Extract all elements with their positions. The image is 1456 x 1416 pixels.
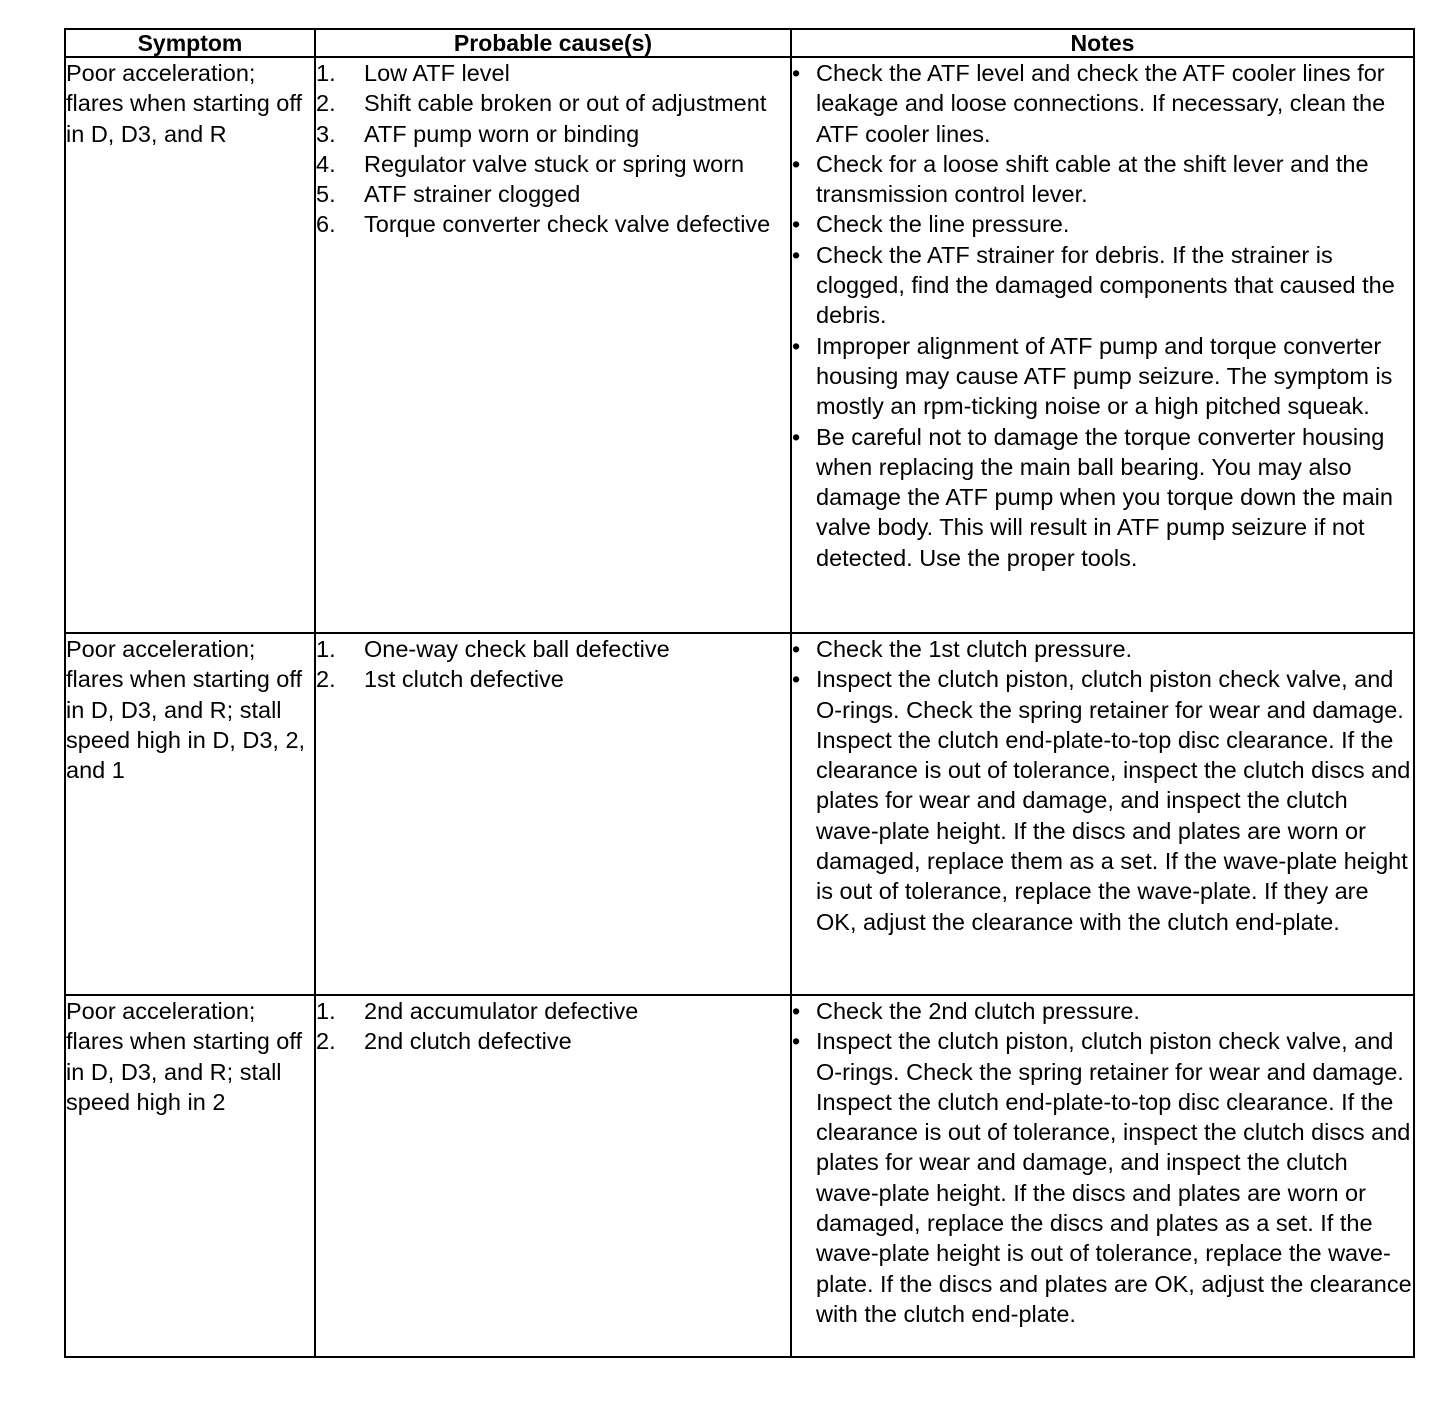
causes-cell bbox=[315, 633, 791, 995]
symptom-cell: Poor acceleration; flares when starting off in D, D3, and R; stall speed high in D, D3, 2, and 1 bbox=[65, 633, 315, 995]
bullet-icon: • bbox=[792, 60, 801, 86]
table-row bbox=[65, 995, 1414, 1357]
cause-number: 6. bbox=[316, 211, 336, 238]
header-symptom: Symptom bbox=[65, 29, 315, 57]
cause-number: 2. bbox=[316, 666, 336, 693]
cause-text: 2nd clutch defective bbox=[364, 1028, 572, 1055]
bullet-icon: • bbox=[792, 150, 801, 177]
header-notes: Notes bbox=[791, 29, 1414, 57]
bullet-icon: • bbox=[792, 211, 801, 238]
note-text: Check the line pressure. bbox=[816, 211, 1070, 238]
note-item bbox=[792, 664, 1413, 937]
cause-number: 5. bbox=[316, 181, 336, 208]
causes-cell bbox=[315, 57, 791, 633]
note-text: Check for a loose shift cable at the shift lever and the transmission control lever. bbox=[816, 150, 1369, 208]
note-text: Inspect the clutch piston, clutch piston check valve, and O-rings. Check the spring retainer for wear and damage. Inspect the clutch end-plate-to-top disc clearance. If the clearance is out of tolerance, inspect the clutch discs and plates for wear and damage, and inspect the clutch wave-plate height. If the discs and plates are worn or damaged, replace them as a set. If the wave-plate height is out of tolerance, replace the wave-plate. If they are OK, adjust the clearance with the clutch end-plate. bbox=[816, 666, 1411, 935]
note-item bbox=[792, 634, 1413, 664]
bullet-icon: • bbox=[792, 636, 801, 662]
bullet-icon: • bbox=[792, 998, 801, 1024]
cause-text: 1st clutch defective bbox=[364, 666, 564, 693]
cause-number: 2. bbox=[316, 1028, 336, 1055]
cause-item bbox=[316, 119, 790, 149]
causes-cell bbox=[315, 995, 791, 1357]
cause-number: 3. bbox=[316, 120, 336, 147]
cause-text: Regulator valve stuck or spring worn bbox=[364, 150, 745, 177]
cause-text: Torque converter check valve defective bbox=[364, 211, 771, 238]
note-item bbox=[792, 149, 1413, 210]
table-row bbox=[65, 57, 1414, 633]
cause-number: 1. bbox=[316, 60, 336, 86]
note-item bbox=[792, 996, 1413, 1026]
header-row bbox=[65, 29, 1414, 57]
cause-number: 2. bbox=[316, 90, 336, 117]
symptom-cell: Poor acceleration; flares when starting off in D, D3, and R bbox=[65, 57, 315, 633]
note-item bbox=[792, 1026, 1413, 1329]
bullet-icon: • bbox=[792, 666, 801, 693]
cause-item bbox=[316, 88, 790, 118]
note-text: Be careful not to damage the torque converter housing when replacing the main ball bearing. You may also damage the ATF pump when you torque down the main valve body. This will result in ATF pump seizure if not detected. Use the proper tools. bbox=[816, 423, 1393, 571]
notes-cell bbox=[791, 57, 1414, 633]
bullet-icon: • bbox=[792, 332, 801, 359]
note-item bbox=[792, 58, 1413, 149]
cause-text: Shift cable broken or out of adjustment bbox=[364, 90, 767, 117]
symptom-cell: Poor acceleration; flares when starting off in D, D3, and R; stall speed high in 2 bbox=[65, 995, 315, 1357]
bullet-icon: • bbox=[792, 1028, 801, 1055]
cause-item bbox=[316, 149, 790, 179]
table-row bbox=[65, 633, 1414, 995]
note-item bbox=[792, 422, 1413, 573]
cause-text: Low ATF level bbox=[364, 60, 510, 86]
note-item bbox=[792, 331, 1413, 422]
note-item bbox=[792, 240, 1413, 331]
cause-text: ATF pump worn or binding bbox=[364, 120, 640, 147]
notes-cell bbox=[791, 995, 1414, 1357]
bullet-icon: • bbox=[792, 241, 801, 268]
note-text: Check the 2nd clutch pressure. bbox=[816, 998, 1140, 1024]
note-text: Check the ATF level and check the ATF cooler lines for leakage and loose connections. If necessary, clean the ATF cooler lines. bbox=[816, 60, 1386, 147]
note-text: Improper alignment of ATF pump and torque converter housing may cause ATF pump seizure. The symptom is mostly an rpm-ticking noise or a high pitched squeak. bbox=[816, 332, 1393, 420]
header-probable-causes: Probable cause(s) bbox=[315, 29, 791, 57]
note-text: Check the 1st clutch pressure. bbox=[816, 636, 1133, 662]
cause-item bbox=[316, 996, 790, 1026]
notes-cell bbox=[791, 633, 1414, 995]
cause-number: 4. bbox=[316, 150, 336, 177]
troubleshooting-table bbox=[64, 28, 1415, 1358]
cause-item bbox=[316, 634, 790, 664]
cause-text: 2nd accumulator defective bbox=[364, 998, 639, 1024]
cause-number: 1. bbox=[316, 636, 336, 662]
cause-text: ATF strainer clogged bbox=[364, 181, 581, 208]
bullet-icon: • bbox=[792, 423, 801, 450]
cause-item bbox=[316, 209, 790, 239]
cause-item bbox=[316, 1026, 790, 1056]
cause-number: 1. bbox=[316, 998, 336, 1024]
cause-item bbox=[316, 179, 790, 209]
cause-item bbox=[316, 58, 790, 88]
note-item bbox=[792, 209, 1413, 239]
note-text: Check the ATF strainer for debris. If the strainer is clogged, find the damaged components that caused the debris. bbox=[816, 241, 1395, 329]
cause-item bbox=[316, 664, 790, 694]
cause-text: One-way check ball defective bbox=[364, 636, 670, 662]
note-text: Inspect the clutch piston, clutch piston check valve, and O-rings. Check the spring retainer for wear and damage. Inspect the clutch end-plate-to-top disc clearance. If the clearance is out of tolerance, inspect the clutch discs and plates for wear and damage, and inspect the clutch wave-plate height. If the discs and plates are worn or damaged, replace the discs and plates as a set. If the wave-plate height is out of tolerance, replace the wave-plate. If the discs and plates are OK, adjust the clearance with the clutch end-plate. bbox=[816, 1028, 1412, 1327]
